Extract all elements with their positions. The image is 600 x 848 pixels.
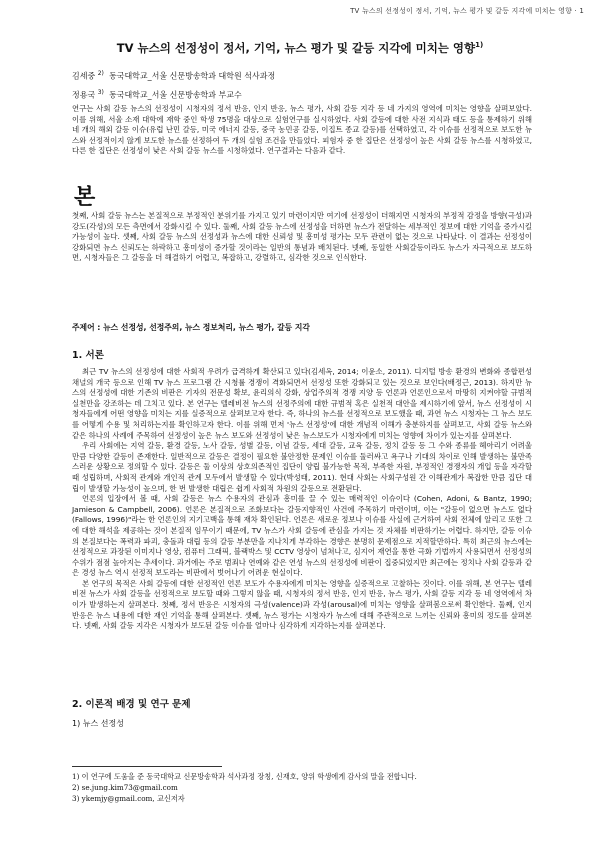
section-marker-bon: 본 xyxy=(74,184,96,210)
paragraph: 언론의 입장에서 볼 때, 사회 갈등은 뉴스 수용자의 관심과 흥미를 끌 수 있는 매력적인 이슈이다 (Cohen, Adoni, & Bantz, 1990; Jamieson & Campbell, 2006). 언론은 본질적으로 조화보다는 갈등지향적인 사건에 주목하기 마련이며, 이는 "갈등이 없으면 뉴스도 없다(Fallows, 1996)"라는 한 언론인의 지기고백을 통해 재차 확인된다. 언론은 새로운 정보나 이슈를 사실에 근거하여 사회 전체에 알리고 또한 그에 대한 해석을 제공하는 것이 본질적 임무이기 때문에, TV 뉴스가 사회 갈등에 관심을 가지는 것 자체를 비판하기는 어렵다. 하지만, 갈등 이슈의 본질보다는 폭력과 파괴, 충돌과 대립 등의 갈등 부분만을 지나치게 부각하는 경향은 분명히 문제점으로 지적할만하다. 특히 최근의 뉴스에는 선정적으로 과장된 이미지나 영상, 컴퓨터 그래픽, 블랙박스 및 CCTV 영상이 넘쳐나고, 심지어 재연을 통한 극화 기법까지 사용되면서 선정성의 수위가 점점 높아지는 추세이다. 과거에는 주로 범죄나 연예와 같은 연성 뉴스의 선정성에 비판이 집중되었지만 최근에는 정치나 사회 갈등과 같은 경성 뉴스 역시 선정적 보도라는 비판에서 벗어나기 어려운 현실이다. xyxy=(72,494,532,578)
findings-summary: 첫째, 사회 갈등 뉴스는 본질적으로 부정적인 분위기를 가지고 있기 마련이지만 여기에 선정성이 더해지면 시청자의 부정적 감정을 방향(극성)과 강도(각성)의 모든 측면에서 강화시킬 수 있다. 둘째, 사회 갈등 뉴스에 선정성을 더하면 뉴스가 전달하는 세부적인 정보에 대한 기억을 증가시킬 가능성이 높다. 셋째, 사회 갈등 뉴스의 선정성과 뉴스에 대한 신뢰성 및 흥미성 평가는 모두 관련이 없는 것으로 나타났다. 이 결과는 선정성이 강화되면 뉴스 신뢰도는 하락하고 흥미성이 증가할 것이라는 일반의 통념과 배치된다. 넷째, 동일한 사회갈등이라도 뉴스가 자극적으로 보도하면, 시청자들은 그 갈등을 더 해결하기 어렵고, 복잡하고, 강렬하고, 심각한 것으로 인식한다. xyxy=(72,211,532,263)
author-row xyxy=(72,85,275,104)
paragraph: 최근 TV 뉴스의 선정성에 대한 사회적 우려가 급격하게 확산되고 있다(김세옥, 2014; 이윤소, 2011). 디지털 방송 환경의 변화와 종합편성채널의 개국 등으로 인해 TV 뉴스 프로그램 간 시청률 경쟁이 격화되면서 선정성 또한 강화되고 있는 것으로 보인다(배정근, 2013). 하지만 뉴스의 선정성에 대한 기존의 비판은 기자의 전문성 확보, 윤리의식 강화, 상업주의적 경쟁 지양 등 언론과 언론인으로서 마땅히 지켜야할 규범적 실천만을 강조하는 데 그치고 있다. 본 연구는 텔레비전 뉴스의 선정주의에 대한 규범적 혹은 실천적 대안을 제시하기에 앞서, 뉴스 선정성이 시청자들에게 어떤 영향을 미치는 지를 실증적으로 살펴보고자 한다. 즉, 하나의 뉴스를 선정적으로 보도했을 때, 과연 뉴스 시청자는 그 뉴스 보도를 어떻게 수용 및 처리하는지를 확인하고자 한다. 이를 위해 먼저 '뉴스 선정성'에 대한 개념적 이해가 충분하지를 살펴보고, 사회 갈등 뉴스와 같은 하나의 사례에 주목하여 선정성이 높은 뉴스 보도와 선정성이 낮은 뉴스보도가 시청자에게 미치는 영향에 차이가 있는지를 살펴본다. xyxy=(72,367,532,440)
section-heading-theory: 2. 이론적 배경 및 연구 문제 xyxy=(72,699,191,710)
author-affiliation: 동국대학교_서울 신문방송학과 부교수 xyxy=(109,90,242,100)
title-text: TV 뉴스의 선정성이 정서, 기억, 뉴스 평가 및 갈등 지각에 미치는 영향 xyxy=(116,41,476,55)
footnote: 2) se.jung.kim73@gmail.com xyxy=(72,783,178,792)
footnote: 1) 이 연구에 도움을 준 동국대학교 신문방송학과 석사과정 장칭, 신재호, 양위 학생에게 감사의 말을 전합니다. xyxy=(72,772,417,781)
introduction-body xyxy=(72,367,532,632)
subsection-heading: 1) 뉴스 선정성 xyxy=(72,719,124,728)
author-affiliation: 동국대학교_서울 신문방송학과 대학원 석사과정 xyxy=(109,71,276,81)
footnotes xyxy=(72,771,417,804)
author-footnote-mark: 2) xyxy=(97,70,104,77)
author-name: 정용국 xyxy=(72,90,96,100)
footnote-divider xyxy=(72,766,222,767)
footnote: 3) ykemjy@gmail.com, 교신저자 xyxy=(72,794,185,803)
keywords: 주제어 : 뉴스 선정성, 선정주의, 뉴스 정보처리, 뉴스 평가, 갈등 지각 xyxy=(72,323,310,332)
paper-title xyxy=(0,40,600,56)
author-list xyxy=(72,66,275,103)
author-name: 김세중 xyxy=(72,71,96,81)
author-row xyxy=(72,66,275,85)
author-footnote-mark: 3) xyxy=(97,88,104,96)
section-heading-introduction: 1. 서론 xyxy=(72,350,104,361)
paragraph: 우리 사회에는 지역 갈등, 환경 갈등, 노사 갈등, 성별 갈등, 이념 갈등, 세대 갈등, 교육 갈등, 정치 갈등 등 그 수와 종류를 헤아리기 어려울 만큼 다양한 갈등이 존재한다. 일반적으로 갈등은 결정이 필요한 불안정한 문제인 이슈를 둘러싸고 욕구나 기대의 차이로 인해 발생하는 불만족스러운 상황으로 정의할 수 있다. 갈등은 둘 이상의 상호의존적인 집단이 양립 불가능한 목적, 부족한 자원, 부정적인 경쟁자의 개입 등을 자각할 때 성립하며, 사회적 관계와 개인적 관계 모두에서 발생할 수 있다(박성태, 2011). 현대 사회는 사회구성원 간 이해관계가 복잡한 만큼 집단 대립이 발생할 가능성이 높으며, 한 번 발생한 대립은 쉽게 사회적 차원의 갈등으로 전환된다. xyxy=(72,441,532,493)
running-header: TV 뉴스의 선정성이 정서, 기억, 뉴스 평가 및 갈등 지각에 미치는 영향 · 1 xyxy=(350,7,584,15)
abstract: 연구는 사회 갈등 뉴스의 선정성이 시청자의 정서 반응, 인지 반응, 뉴스 평가, 사회 갈등 지각 등 네 가지의 영역에 미치는 영향을 살펴보았다. 이를 위해, 서울 소재 대학에 재학 중인 학생 75명을 대상으로 실험연구를 실시하였다. 사회 갈등에 대한 사전 지식과 태도 등을 통제하기 위해 네 개의 해외 갈등 이슈(유럽 난민 갈등, 미국 에너지 갈등, 중국 농민공 갈등, 이집트 종교 갈등)를 선택하였고, 각 이슈를 선정적으로 보도한 뉴스와 선정적이지 않게 보도한 뉴스를 선정하여 두 개의 실험 조건을 만들었다. 피험자 중 한 집단은 선정성이 높은 사회 갈등 뉴스를 시청하였고, 다른 한 집단은 선정성이 낮은 사회 갈등 뉴스를 시청하였다. 연구결과는 다음과 같다. xyxy=(72,104,532,156)
paragraph: 본 연구의 목적은 사회 갈등에 대한 선정적인 언론 보도가 수용자에게 미치는 영향을 실증적으로 고찰하는 것이다. 이를 위해, 본 연구는 텔레비전 뉴스가 사회 갈등을 선정적으로 보도할 때와 그렇지 않을 때, 시청자의 정서 반응, 인지 반응, 뉴스 평가, 사회 갈등 지각 등 네 영역에서 차이가 발생하는지 살펴본다. 첫째, 정서 반응은 시청자의 극성(valence)과 각성(arousal)에 미치는 영향을 살펴봄으로써 확인한다. 둘째, 인지 반응은 뉴스 내용에 대한 재인 기억을 통해 살펴본다. 셋째, 뉴스 평가는 시청자가 뉴스에 대해 주관적으로 느끼는 신뢰와 흥미의 정도를 살펴본다. 넷째, 사회 갈등 지각은 시청자가 보도된 갈등 이슈를 얼마나 심각하게 지각하는지를 살펴본다. xyxy=(72,578,532,631)
title-footnote-mark: 1) xyxy=(475,41,484,50)
